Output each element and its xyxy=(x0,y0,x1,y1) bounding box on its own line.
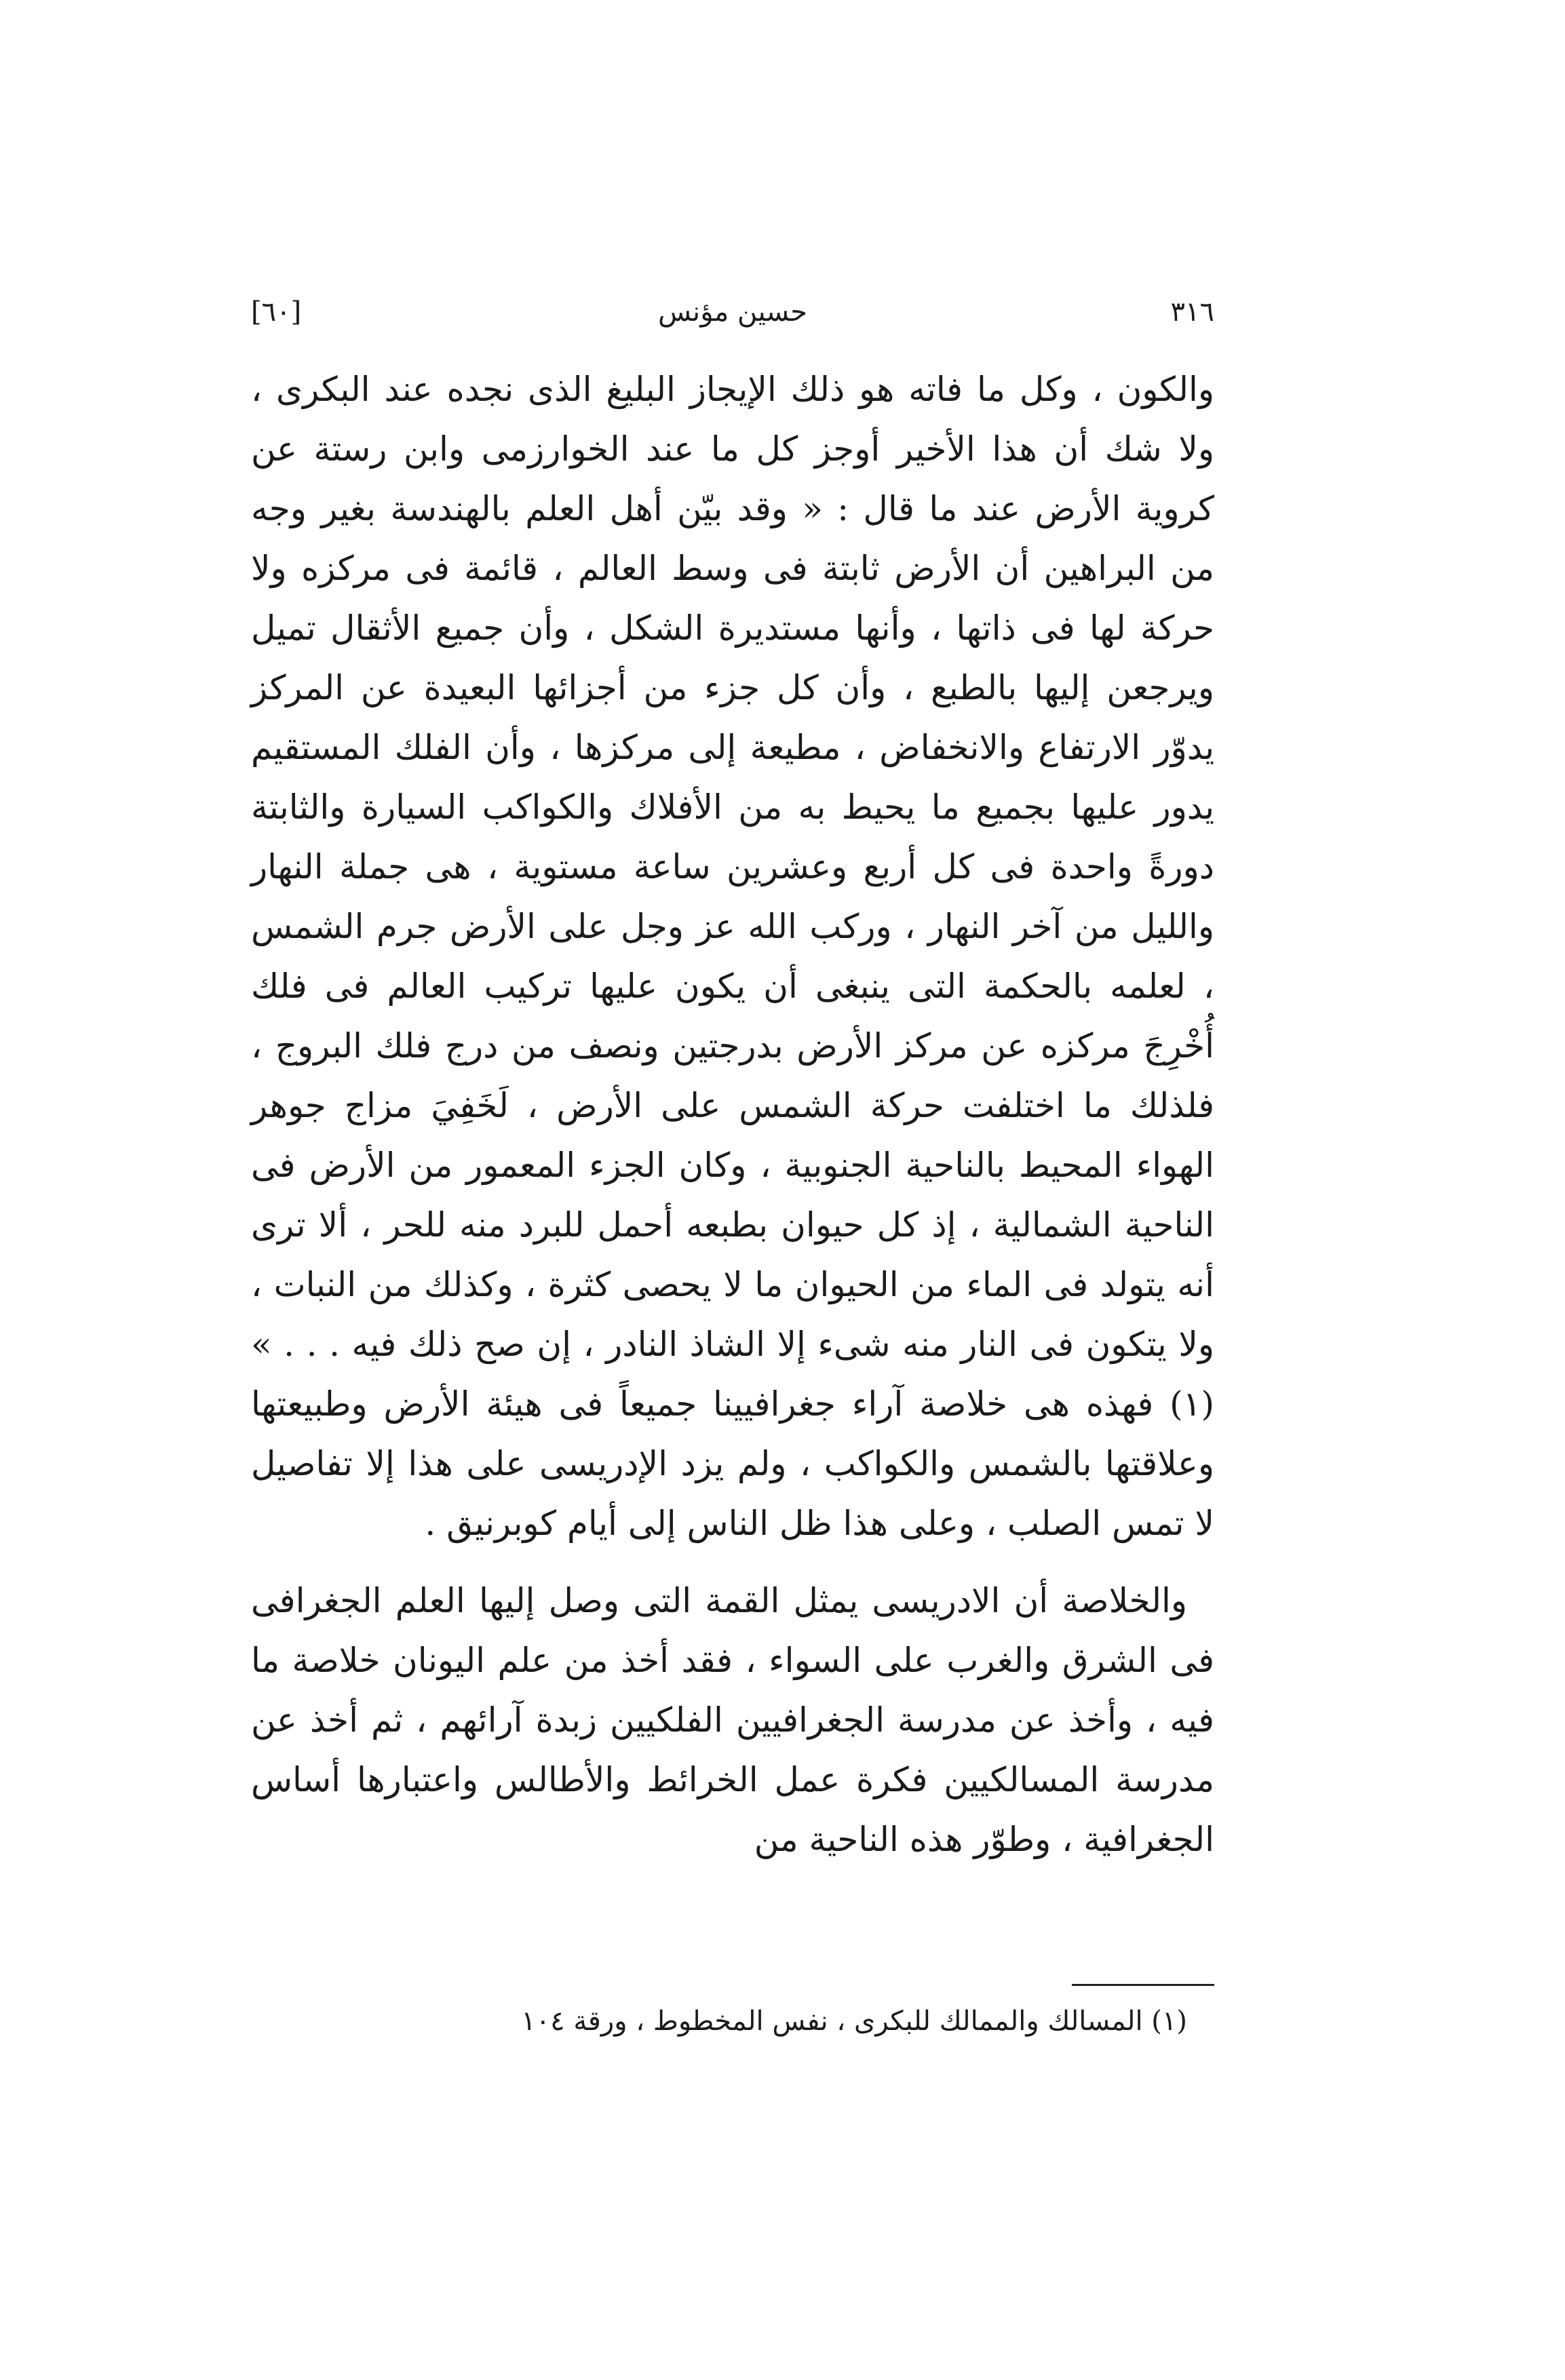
running-header xyxy=(251,285,1214,339)
body-text xyxy=(251,359,1214,1869)
section-number: [٦٠] xyxy=(251,296,302,328)
paragraph-1: والكون ، وكل ما فاته هو ذلك الإيجاز البليغ الذى نجده عند البكرى ، ولا شك أن هذا الأخير أوجز كل ما عند الخوارزمى وابن رستة عن كروية الأرض عند ما قال : « وقد بيّن أهل العلم بالهندسة بغير وجه من البراهين أن الأرض ثابتة فى وسط العالم ، قائمة فى مركزه ولا حركة لها فى ذاتها ، وأنها مستديرة الشكل ، وأن جميع الأثقال تميل ويرجعن إليها بالطبع ، وأن كل جزء من أجزائها البعيدة عن المركز يدوّر الارتفاع والانخفاض ، مطيعة إلى مركزها ، وأن الفلك المستقيم يدور عليها بجميع ما يحيط به من الأفلاك والكواكب السيارة والثابتة دورةً واحدة فى كل أربع وعشرين ساعة مستوية ، هى جملة النهار والليل من آخر النهار ، وركب الله عز وجل على الأرض جرم الشمس ، لعلمه بالحكمة التى ينبغى أن يكون عليها تركيب العالم فى فلك أُخْرِجَ مركزه عن مركز الأرض بدرجتين ونصف من درج فلك البروج ، فلذلك ما اختلفت حركة الشمس على الأرض ، لَخَفِيَ مزاج جوهر الهواء المحيط بالناحية الجنوبية ، وكان الجزء المعمور من الأرض فى الناحية الشمالية ، إذ كل حيوان بطبعه أحمل للبرد منه للحر ، ألا ترى أنه يتولد فى الماء من الحيوان ما لا يحصى كثرة ، وكذلك من النبات ، ولا يتكون فى النار منه شىء إلا الشاذ النادر ، إن صح ذلك فيه . . . » (١) فهذه هى خلاصة آراء جغرافيينا جميعاً فى هيئة الأرض وطبيعتها وعلاقتها بالشمس والكواكب ، ولم يزد الإدريسى على هذا إلا تفاصيل لا تمس الصلب ، وعلى هذا ظل الناس إلى أيام كوبرنيق . xyxy=(251,370,1214,1543)
footnote-divider xyxy=(1072,1984,1214,1986)
running-author: حسين مؤنس xyxy=(658,296,807,328)
page-number: ٣١٦ xyxy=(1170,296,1214,328)
book-page xyxy=(251,285,1214,2075)
paragraph-2: والخلاصة أن الادريسى يمثل القمة التى وصل إليها العلم الجغرافى فى الشرق والغرب على السواء ، فقد أخذ من علم اليونان خلاصة ما فيه ، وأخذ عن مدرسة الجغرافيين الفلكيين زبدة آرائهم ، ثم أخذ عن مدرسة المسالكيين فكرة عمل الخرائط والأطالس واعتبارها أساس الجغرافية ، وطوّر هذه الناحية من xyxy=(251,1581,1214,1859)
footnote: (١) المسالك والممالك للبكرى ، نفس المخطوط ، ورقة ١٠٤ xyxy=(521,2006,1187,2037)
